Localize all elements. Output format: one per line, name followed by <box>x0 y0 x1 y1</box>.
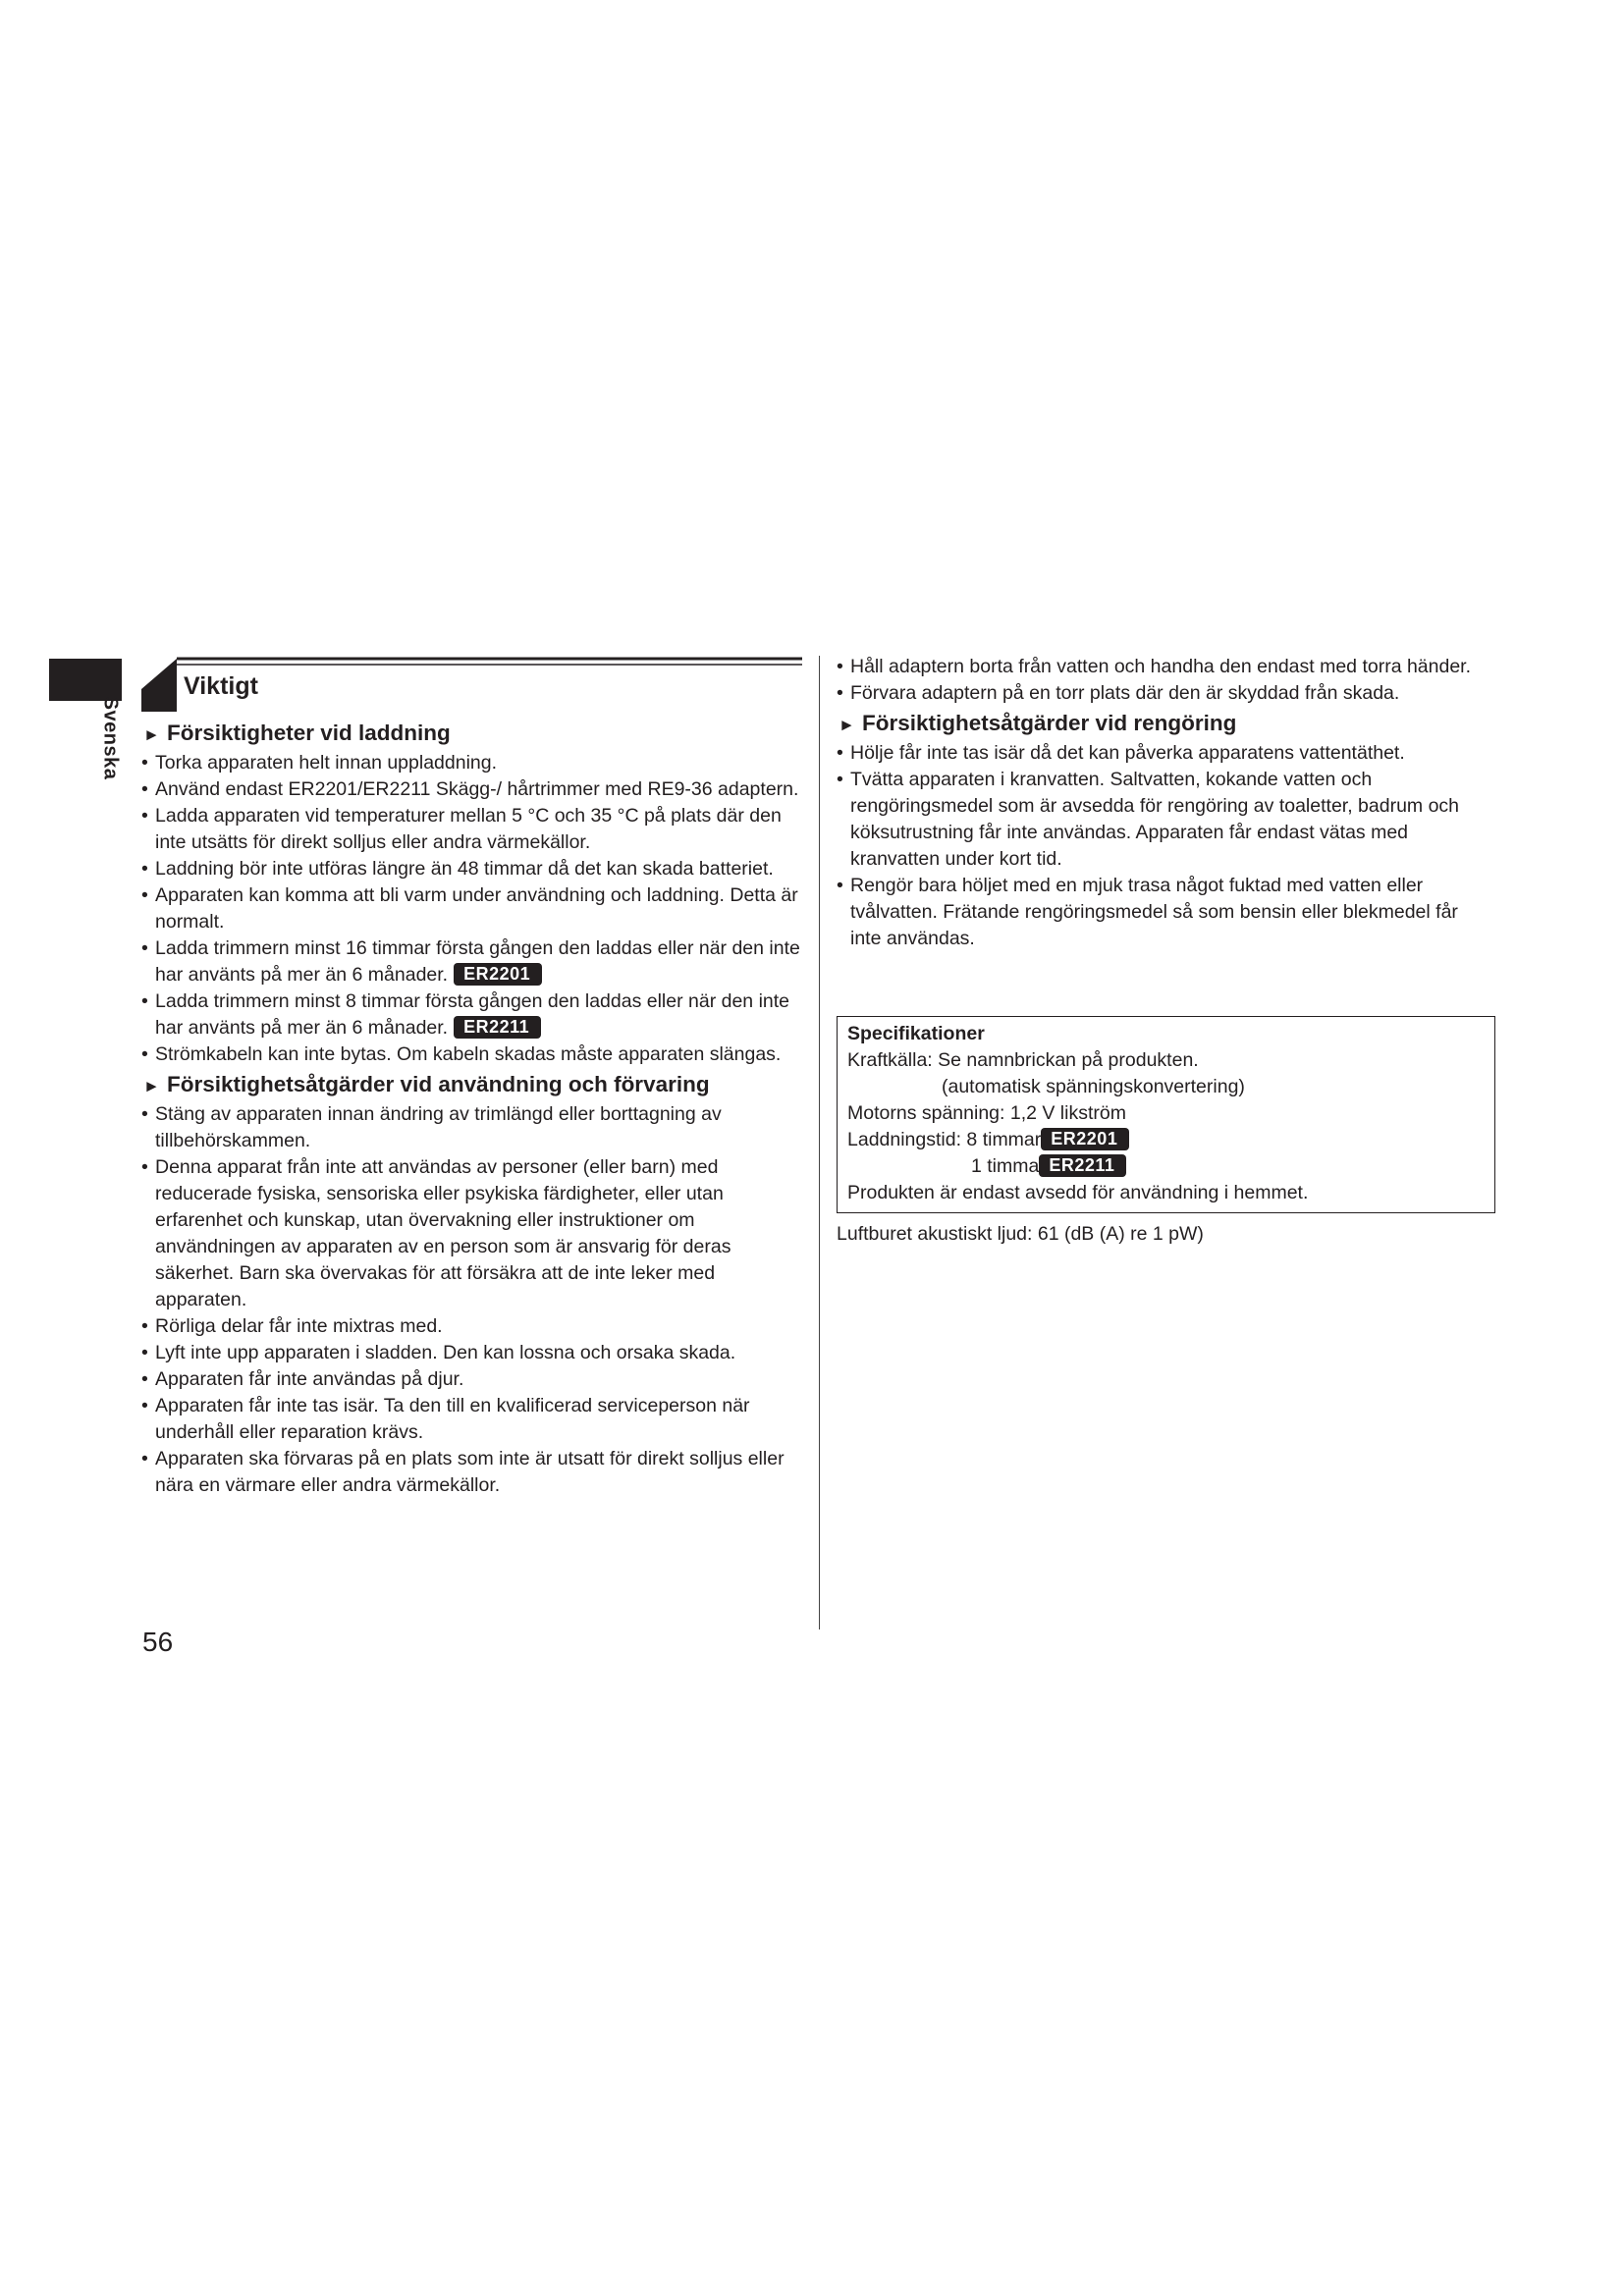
list-item: • Denna apparat från inte att användas av personer (eller barn) med reducerade fysiska, sensoriska eller psykiska färdigheter, eller utan erfarenhet och kunskap, utan övervakning eller instruktioner om användningen av apparaten av en person som är ansvarig för deras säkerhet. Barn ska övervakas för att försäkra att de inte leker med apparaten. <box>139 1154 807 1313</box>
list-item: • Lyft inte upp apparaten i sladden. Den kan lossna och orsaka skada. <box>139 1340 807 1366</box>
list-item: • Ladda trimmern minst 8 timmar första gången den laddas eller när den inte har använts på mer än 6 månader. ER2211 <box>139 988 807 1041</box>
arrow-icon: ► <box>143 725 160 744</box>
noise-level: Luftburet akustiskt ljud: 61 (dB (A) re 1 pW) <box>837 1223 1204 1245</box>
language-label: Svenska <box>99 696 122 780</box>
page-number: 56 <box>142 1627 174 1657</box>
list-item: • Apparaten får inte tas isär. Ta den till en kvalificerad serviceperson när underhåll eller reparation krävs. <box>139 1393 807 1446</box>
list-item: • Torka apparaten helt innan uppladdning. <box>139 750 807 776</box>
list-item: • Strömkabeln kan inte bytas. Om kabeln skadas måste apparaten slängas. <box>139 1041 807 1068</box>
list-item: • Använd endast ER2201/ER2211 Skägg-/ hårtrimmer med RE9-36 adaptern. <box>139 776 807 803</box>
specifications-box <box>837 1016 1495 1213</box>
list-item: • Rengör bara höljet med en mjuk trasa något fuktad med vatten eller tvålvatten. Frätande rengöringsmedel så som bensin eller blekmedel får inte användas. <box>835 873 1492 952</box>
list-item: • Stäng av apparaten innan ändring av trimlängd eller borttagning av tillbehörskammen. <box>139 1101 807 1154</box>
model-badge: ER2211 <box>454 1016 541 1039</box>
list-item: • Laddning bör inte utföras längre än 48 timmar då det kan skada batteriet. <box>139 856 807 882</box>
spec-power: Kraftkälla: Se namnbrickan på produkten. <box>847 1049 1199 1071</box>
usage-list <box>139 1101 807 1499</box>
spec-motor: Motorns spänning: 1,2 V likström <box>847 1102 1126 1124</box>
spec-charge-1: Laddningstid: 8 timmar ER2201 <box>847 1127 1494 1153</box>
model-badge: ER2211 <box>1039 1154 1126 1177</box>
list-item: • Håll adaptern borta från vatten och handha den endast med torra händer. <box>835 654 1492 680</box>
section-charging-title: ► Försiktigheter vid laddning <box>143 719 807 749</box>
arrow-icon: ► <box>143 1077 160 1095</box>
important-heading <box>139 657 802 713</box>
list-item: • Ladda apparaten vid temperaturer mellan 5 °C och 35 °C på plats där den inte utsätts för direkt solljus eller andra värmekällor. <box>139 803 807 856</box>
spec-charge-2: 1 timma ER2211 <box>847 1153 1494 1180</box>
section-usage-title: ► Försiktighetsåtgärder vid användning och förvaring <box>143 1070 807 1100</box>
arrow-icon: ► <box>839 716 855 734</box>
list-item: • Apparaten får inte användas på djur. <box>139 1366 807 1393</box>
list-item: • Tvätta apparaten i kranvatten. Saltvatten, kokande vatten och rengöringsmedel som är avsedda för rengöring av toaletter, badrum och köksutrustning får inte användas. Apparaten får endast vätas med kranvatten under kort tid. <box>835 767 1492 873</box>
list-item: • Hölje får inte tas isär då det kan påverka apparatens vattentäthet. <box>835 740 1492 767</box>
spec-power-note: (automatisk spänningskonvertering) <box>942 1076 1245 1097</box>
language-tab-marker <box>49 659 122 701</box>
charging-list <box>139 750 807 1068</box>
spec-home-use: Produkten är endast avsedd för användning i hemmet. <box>847 1182 1309 1203</box>
left-column <box>139 717 807 1499</box>
list-item: • Ladda trimmern minst 16 timmar första gången den laddas eller när den inte har använts på mer än 6 månader. ER2201 <box>139 935 807 988</box>
list-item: • Förvara adaptern på en torr plats där den är skyddad från skada. <box>835 680 1492 707</box>
list-item: • Rörliga delar får inte mixtras med. <box>139 1313 807 1340</box>
section-cleaning-title: ► Försiktighetsåtgärder vid rengöring <box>839 709 1492 739</box>
list-item: • Apparaten kan komma att bli varm under användning och laddning. Detta är normalt. <box>139 882 807 935</box>
model-badge: ER2201 <box>1041 1128 1129 1150</box>
page-heading: Viktigt <box>184 672 258 700</box>
model-badge: ER2201 <box>454 963 542 986</box>
column-divider <box>819 656 820 1629</box>
spec-title: Specifikationer <box>847 1023 985 1044</box>
adapter-list <box>835 654 1492 707</box>
right-column <box>835 654 1492 952</box>
cleaning-list <box>835 740 1492 952</box>
list-item: • Apparaten ska förvaras på en plats som inte är utsatt för direkt solljus eller nära en värmare eller andra värmekällor. <box>139 1446 807 1499</box>
